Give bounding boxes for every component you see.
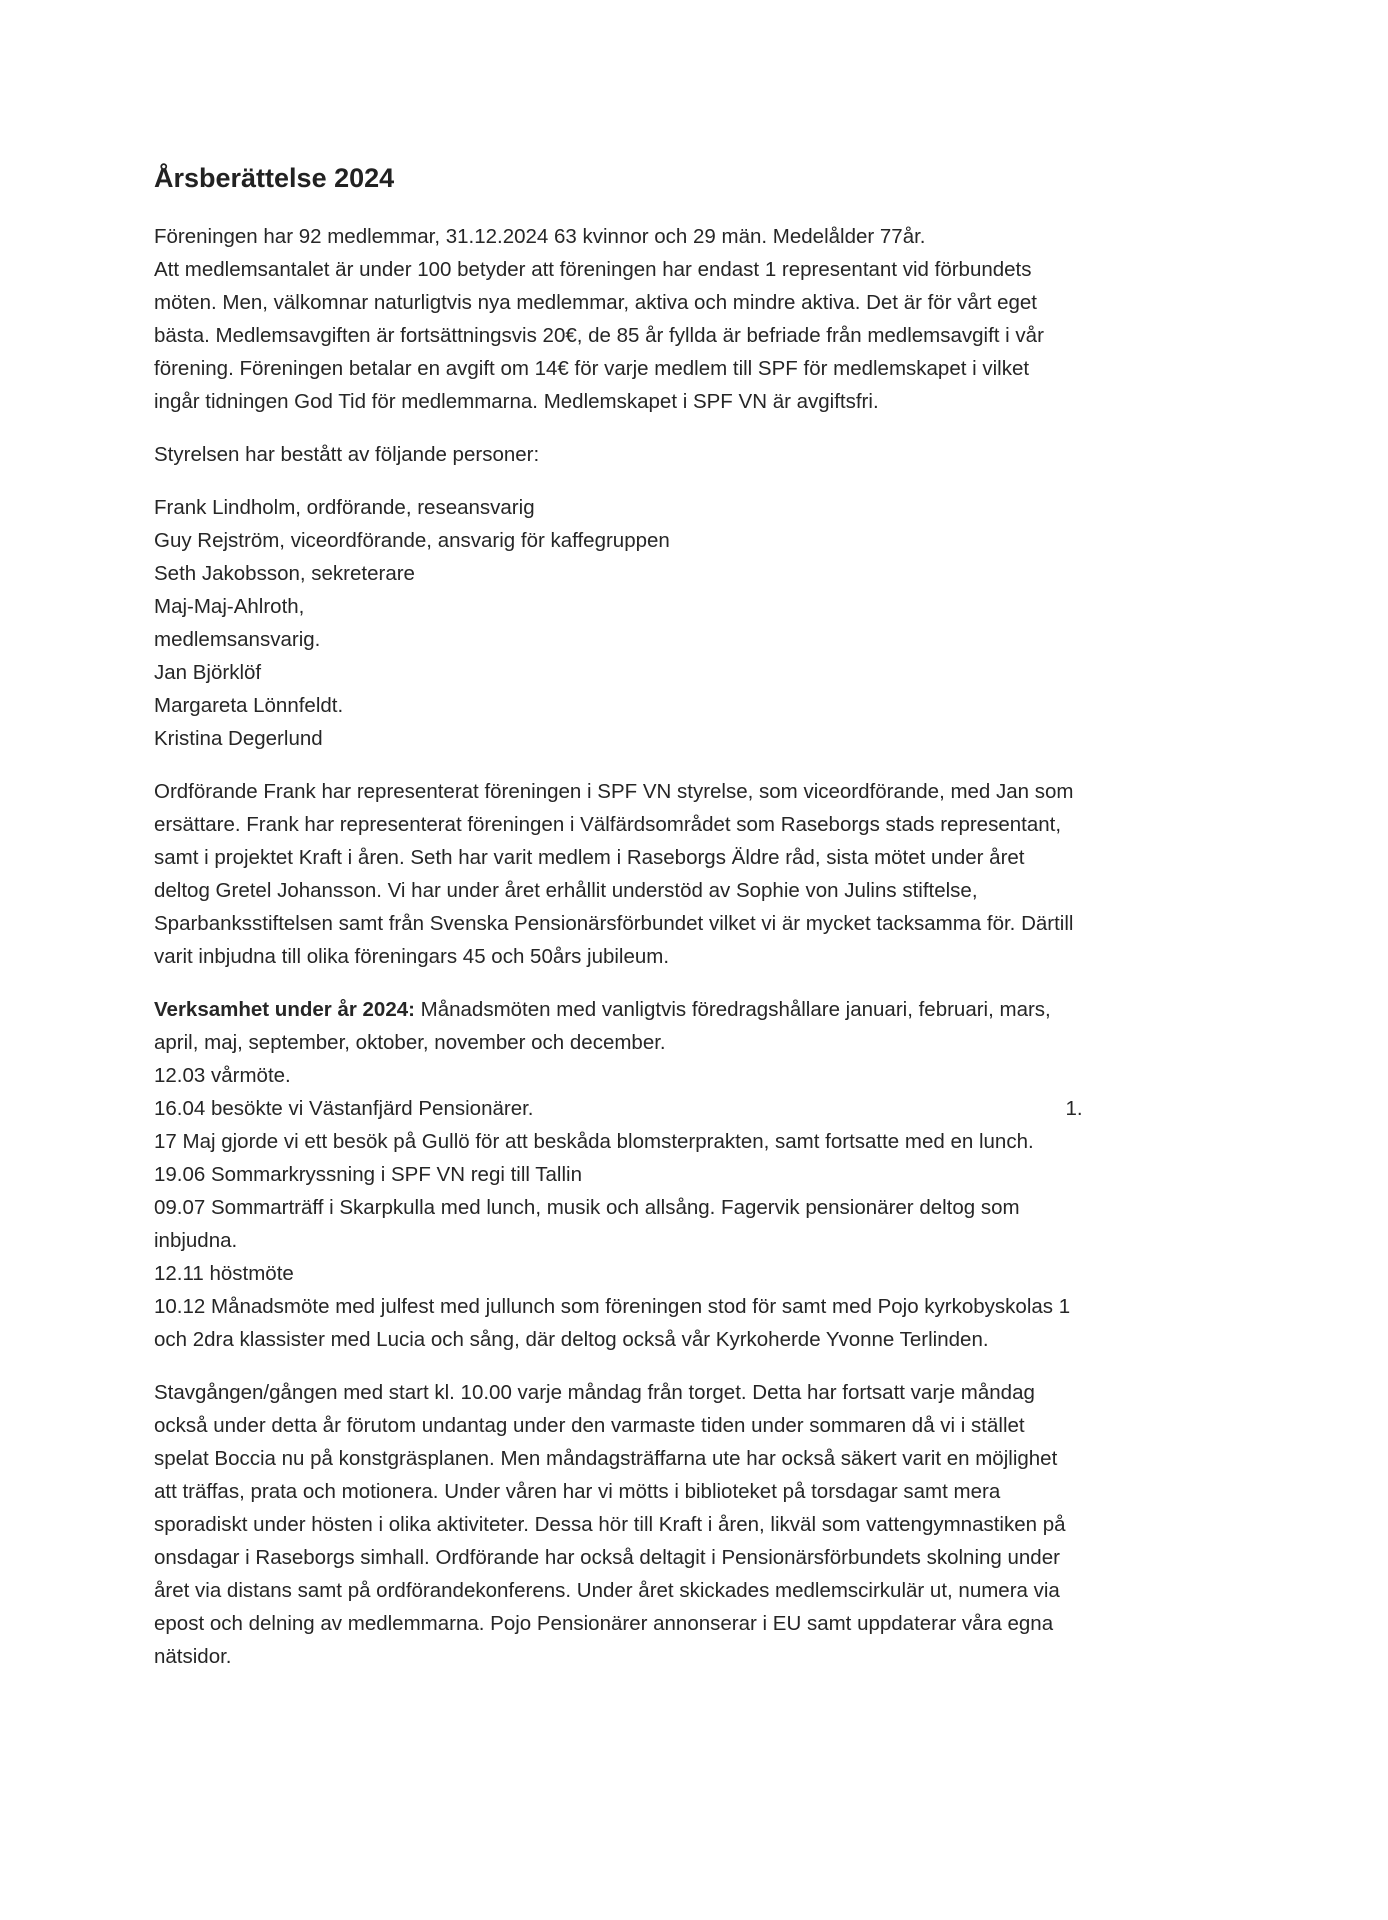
activities-line: 12.11 höstmöte xyxy=(154,1262,294,1285)
activities-line: april, maj, september, oktober, november och december. xyxy=(154,1031,666,1054)
activities-line: inbjudna. xyxy=(154,1229,238,1252)
board-member: Seth Jakobsson, sekreterare xyxy=(154,562,415,585)
walking-line: sporadiskt under hösten i olika aktiviteter. Dessa hör till Kraft i åren, likväl som vattengymnastiken på xyxy=(154,1513,1066,1536)
activities-heading-line xyxy=(154,993,1194,1026)
intro-line: möten. Men, välkomnar naturligtvis nya medlemmar, aktiva och mindre aktiva. Det är för vårt eget xyxy=(154,291,1038,314)
activities-line: och 2dra klassister med Lucia och sång, där deltog också vår Kyrkoherde Yvonne Terlinden. xyxy=(154,1328,989,1351)
walking-line: Stavgången/gången med start kl. 10.00 varje måndag från torget. Detta har fortsatt varje måndag xyxy=(154,1381,1035,1404)
board-member: Guy Rejström, viceordförande, ansvarig för kaffegruppen xyxy=(154,529,670,552)
activities-section xyxy=(154,993,1194,1356)
walking-paragraph xyxy=(154,1376,1194,1673)
intro-paragraph xyxy=(154,220,1194,418)
board-member: Kristina Degerlund xyxy=(154,727,323,750)
representation-line: samt i projektet Kraft i åren. Seth har varit medlem i Raseborgs Äldre råd, sista mötet under året xyxy=(154,846,1025,869)
activities-line: 19.06 Sommarkryssning i SPF VN regi till Tallin xyxy=(154,1163,582,1186)
intro-line: Föreningen har 92 medlemmar, 31.12.2024 63 kvinnor och 29 män. Medelålder 77år. xyxy=(154,225,926,248)
representation-line: varit inbjudna till olika föreningars 45 och 50års jubileum. xyxy=(154,945,670,968)
walking-line: onsdagar i Raseborgs simhall. Ordförande har också deltagit i Pensionärsförbundets skolning under xyxy=(154,1546,1060,1569)
board-member: medlemsansvarig. xyxy=(154,628,321,651)
activities-line: 12.03 vårmöte. xyxy=(154,1064,291,1087)
activities-line-with-page-number xyxy=(154,1092,1194,1125)
board-heading: Styrelsen har bestått av följande personer: xyxy=(154,443,540,466)
activities-line: 17 Maj gjorde vi ett besök på Gullö för att beskåda blomsterprakten, samt fortsatte med en lunch. xyxy=(154,1130,1034,1153)
board-member: Frank Lindholm, ordförande, reseansvarig xyxy=(154,496,535,519)
activities-line: 10.12 Månadsmöte med julfest med jullunch som föreningen stod för samt med Pojo kyrkobyskolas 1 xyxy=(154,1295,1071,1318)
walking-line: epost och delning av medlemmarna. Pojo Pensionärer annonserar i EU samt uppdaterar våra egna xyxy=(154,1612,1054,1635)
activities-line: 16.04 besökte vi Västanfjärd Pensionärer. xyxy=(154,1097,534,1120)
board-member-list xyxy=(154,491,1194,755)
walking-line: också under detta år förutom undantag under den varmaste tiden under sommaren då vi i stället xyxy=(154,1414,1025,1437)
activities-heading-rest: Månadsmöten med vanligtvis föredragshållare januari, februari, mars, xyxy=(414,998,1051,1021)
walking-line: att träffas, prata och motionera. Under våren har vi mötts i biblioteket på torsdagar samt mera xyxy=(154,1480,1001,1503)
page-number: 1. xyxy=(1065,1097,1083,1120)
representation-paragraph xyxy=(154,775,1194,973)
intro-line: bästa. Medlemsavgiften är fortsättningsvis 20€, de 85 år fyllda är befriade från medlemsavgift i vår xyxy=(154,324,1044,347)
walking-line: spelat Boccia nu på konstgräsplanen. Men måndagsträffarna ute har också säkert varit en möjlighet xyxy=(154,1447,1058,1470)
intro-line: Att medlemsantalet är under 100 betyder att föreningen har endast 1 representant vid förbundets xyxy=(154,258,1032,281)
representation-line: Sparbanksstiftelsen samt från Svenska Pensionärsförbundet vilket vi är mycket tacksamma för. Därtill xyxy=(154,912,1074,935)
document-page xyxy=(154,160,1194,1693)
board-member: Maj-Maj-Ahlroth, xyxy=(154,595,305,618)
representation-line: ersättare. Frank har representerat föreningen i Välfärdsområdet som Raseborgs stads representant, xyxy=(154,813,1062,836)
activities-heading: Verksamhet under år 2024: xyxy=(154,998,415,1021)
intro-line: ingår tidningen God Tid för medlemmarna. Medlemskapet i SPF VN är avgiftsfri. xyxy=(154,390,879,413)
walking-line: nätsidor. xyxy=(154,1645,232,1668)
walking-line: året via distans samt på ordförandekonferens. Under året skickades medlemscirkulär ut, numera via xyxy=(154,1579,1060,1602)
board-member: Margareta Lönnfeldt. xyxy=(154,694,344,717)
activities-line: 09.07 Sommarträff i Skarpkulla med lunch, musik och allsång. Fagervik pensionärer deltog som xyxy=(154,1196,1020,1219)
intro-line: förening. Föreningen betalar en avgift om 14€ för varje medlem till SPF för medlemskapet i vilket xyxy=(154,357,1030,380)
representation-line: deltog Gretel Johansson. Vi har under året erhållit understöd av Sophie von Julins stiftelse, xyxy=(154,879,978,902)
board-member: Jan Björklöf xyxy=(154,661,262,684)
document-title: Årsberättelse 2024 xyxy=(154,163,395,193)
representation-line: Ordförande Frank har representerat föreningen i SPF VN styrelse, som viceordförande, med Jan som xyxy=(154,780,1074,803)
